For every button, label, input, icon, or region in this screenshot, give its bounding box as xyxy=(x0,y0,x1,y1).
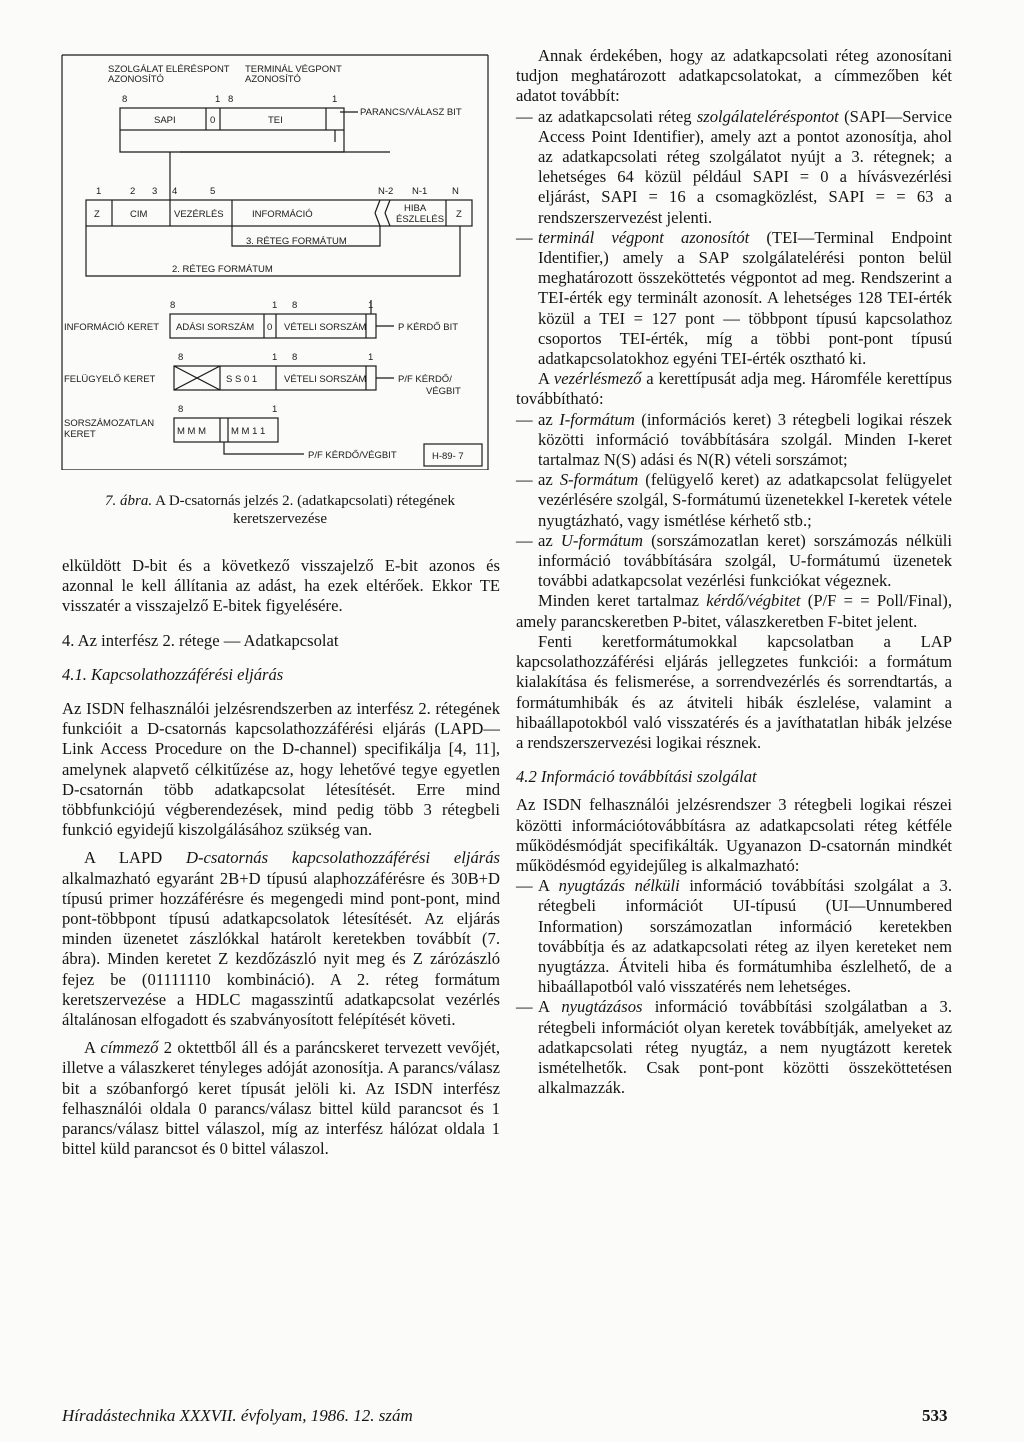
pos-3: 3 xyxy=(152,186,158,197)
p2i: vezérlésmező xyxy=(553,369,642,389)
pos-5: 5 xyxy=(210,186,216,197)
i-bit-8: 8 xyxy=(170,300,176,311)
i-bit-1: 1 xyxy=(272,300,278,311)
frame-structure-diagram xyxy=(60,50,490,470)
right-bullet-tei xyxy=(516,228,952,369)
section-heading-4-2-text: 4.2 Információ továbbítási szolgálat xyxy=(516,767,757,787)
s-bit-1: 1 xyxy=(272,352,278,363)
b5b: (sorszámozatlan keret) sorszámozás nélküli információ továbbítására szolgál, U-formátumú üzenetek további adatkapcsolat vezérlési funkciókat végeznek. xyxy=(538,530,952,591)
pos-1: 1 xyxy=(96,186,102,197)
right-bullet-unack xyxy=(516,876,952,997)
i-bit-8b: 8 xyxy=(292,300,298,311)
s-fields: S S 0 1 xyxy=(226,374,258,385)
b6i: nyugtázás nélküli xyxy=(558,876,680,896)
left-p3-i: D-csatornás kapcsolathozzáférési eljárás xyxy=(186,848,500,868)
layer3-label: 3. RÉTEG FORMÁTUM xyxy=(246,236,347,247)
p2b: a kerettípusát adja meg. Háromféle kerettípus továbbítható: xyxy=(516,369,952,409)
b1b: (SAPI—Service Access Point Identifier), amely azt a pontot azonosítja, ahol az adatkapcsolati réteg szolgálatot nyújt a 3. rétegnek; a lehetséges 64 közül például SAPI = 0 a hívásvezérlési eljárást, SAPI = 16 a csomagközlést, SAPI = = 63 a rendszerszervezést jelenti. xyxy=(538,106,952,227)
p2a: A xyxy=(538,369,554,389)
tei-field: TEI xyxy=(268,115,283,126)
b7a: A xyxy=(538,997,562,1017)
bit-1: 1 xyxy=(215,94,221,105)
fcs-label-2: ÉSZLELÉS xyxy=(396,214,445,225)
tei-id-label-2: AZONOSÍTÓ xyxy=(245,74,301,85)
i-frame-label: INFORMÁCIÓ KERET xyxy=(64,322,160,333)
b6b: információ továbbítási szolgálat a 3. rétegbeli információt UI-típusú (UI—Unnumbered Information) sorszámozatlan információ keretekben továbbítja és az adatkapcsolati réteg az ilyen kereteket nem nyugtázza. Átviteli hiba és formátumhiba észlelhető, de a hibaállapotból való visszatérés nem lehetséges. xyxy=(538,876,952,997)
b3a: az xyxy=(538,409,560,429)
addr-field: CIM xyxy=(130,209,148,220)
figure-ref: H-89- 7 xyxy=(432,451,464,462)
s-bit-1b: 1 xyxy=(368,352,374,363)
u-fields-b: M M 1 1 xyxy=(231,426,266,437)
fcs-label-1: HIBA xyxy=(404,203,427,214)
p-bit-label: P KÉRDŐ BIT xyxy=(398,322,459,333)
right-p1: Annak érdekében, hogy az adatkapcsolati réteg azonosítani tudjon meghatározott adatkapcsolatokat, a címmezőben két adatot továbbít: xyxy=(516,46,952,106)
u-bit-8: 8 xyxy=(178,404,184,415)
pf-label-1: P/F KÉRDŐ/ xyxy=(398,374,452,385)
s-bit-8: 8 xyxy=(178,352,184,363)
flag-z-end: Z xyxy=(456,209,462,220)
bit-8b: 8 xyxy=(228,94,234,105)
left-p4 xyxy=(62,1038,500,1159)
b2b: (TEI—Terminal Endpoint Identifier,) amely a SAP szolgálatelérési ponton belül meghatározott összeköttetés végpontot ad meg. Rendszerint a TEI-érték egy terminált azonosít. A lehetséges 128 TEI-érték közül a TEI = 127 pont — többpont típusú kapcsolathoz csoportos TEI-érték, míg a többi pont-pont típusú adatkapcsolatokhoz egyéni TEI-érték osztható ki. xyxy=(538,227,952,369)
left-p3-a: A LAPD xyxy=(84,848,186,868)
b4i: S-formátum xyxy=(559,470,639,490)
left-column xyxy=(62,556,500,1159)
ctrl-field: VEZÉRLÉS xyxy=(174,209,224,220)
b3i: I-formátum xyxy=(559,409,635,429)
right-p4: Fenti keretformátumokkal kapcsolatban a LAP kapcsolathozzáférési eljárás jellegzetes funkciói: a formátum kialakítása és felismerése, a sorrendvezérlés és sorrendtartás, a formátumhibák és az átviteli hibák észlelése, valamint a hibaállapotokból való visszatérés és a javíthatatlan hibák jelzése a rendszerszervezési logikai résznek. xyxy=(516,631,952,752)
b7b: információ továbbítási szolgálatban a 3. rétegbeli információt olyan keretek továbbítják, amelyeket az adatkapcsolati réteg nyugtáz, a nem nyugtázott keretek ismételhetők. Csak pont-pont közötti összeköttetésen alkalmazzák. xyxy=(538,997,953,1098)
u-frame-label-2: KERET xyxy=(64,429,96,440)
u-bit-1: 1 xyxy=(272,404,278,415)
s-frame-label: FELÜGYELŐ KERET xyxy=(64,374,156,385)
b4a: az xyxy=(538,470,560,490)
layer2-label: 2. RÉTEG FORMÁTUM xyxy=(172,264,273,275)
left-p4-i: címmező xyxy=(100,1038,159,1058)
sapi-field: SAPI xyxy=(154,115,176,126)
section-heading-4-2 xyxy=(516,767,952,787)
caption-text: A D-csatornás jelzés 2. (adatkapcsolati) rétegének keretszervezése xyxy=(155,493,455,527)
figure-caption xyxy=(60,492,500,528)
sapi-id-label-1: SZOLGÁLAT ELÉRÉSPONT xyxy=(108,64,230,75)
left-p2: Az ISDN felhasználói jelzésrendszerben az interfész 2. rétegének funkcióit a D-csatornás kapcsolathozzáférési eljárás (LAPD—Link Access Procedure on the D-channel) specifikálja [4, 11], amelynek alapvető célkitűzése az, hogy lehetővé tegye egyetlen D-csatornán több adatkapcsolat létesítését. Erre mind többfunkciójú végberendezések, mind pedig több 3 rétegbeli funkció egyidejű kiszolgálásához szükség van. xyxy=(62,699,500,840)
b3b: (információs keret) 3 rétegbeli logikai részek közötti információ továbbítására szolgál. Minden I-keret tartalmaz N(S) adási és N(R) vételi sorszámot; xyxy=(538,409,952,470)
b6a: A xyxy=(538,876,559,896)
right-bullet-s xyxy=(516,470,952,531)
b4b: (felügyelő keret) az adatkapcsolat felügyelet vezérlésére szolgál, S-formátumú üzenetekkel I-keretek vétele nyugtázható, vagy ismétlése kérhető stb.; xyxy=(538,470,952,530)
journal-name: Híradástechnika XXXVII. évfolyam, 1986. 12. szám xyxy=(62,1406,413,1425)
p3a: Minden keret tartalmaz xyxy=(538,591,707,611)
i-send-seq: ADÁSI SORSZÁM xyxy=(176,322,255,333)
left-p3 xyxy=(62,848,500,1030)
s-recv-seq: VÉTELI SORSZÁM xyxy=(284,374,367,385)
journal-footer xyxy=(62,1406,413,1426)
s-bit-8b: 8 xyxy=(292,352,298,363)
right-bullet-i xyxy=(516,410,952,471)
right-bullet-ack xyxy=(516,997,952,1098)
right-p2 xyxy=(516,369,952,409)
tei-id-label-1: TERMINÁL VÉGPONT xyxy=(245,64,342,75)
section-heading-4: 4. Az interfész 2. rétege — Adatkapcsolat xyxy=(62,630,339,650)
left-p1: elküldött D-bit és a következő visszajelző E-bit azonos és azonnal le kell állítania az adást, ha ezek eltérőek. Ekkor TE visszatér a visszajelző E-bitek figyelésére. xyxy=(62,556,500,616)
b7i: nyugtázásos xyxy=(561,997,643,1017)
i-recv-seq: VÉTELI SORSZÁM xyxy=(284,322,367,333)
right-p5: Az ISDN felhasználói jelzésrendszer 3 rétegbeli logikai részei közötti információtovábbításra az adatkapcsolati réteg kétféle működésmódját specifikálták. Ugyanazon D-csatornán mindkét működésmód egyidejűleg is alkalmazható: xyxy=(516,795,952,875)
caption-number: 7. ábra. xyxy=(105,493,153,509)
i-bit-1b: 1 xyxy=(368,300,374,311)
right-bullet-sapi xyxy=(516,107,952,228)
bit-1b: 1 xyxy=(332,94,338,105)
left-p4-b: 2 oktettből áll és a paráncskeret tervezett vevőjét, illetve a válaszkeret tényleges adóját azonosítja. A parancs/válasz bit a szóbanforgó keret típusát jelöli ki. Az ISDN interfész felhasználói oldala 0 parancs/válasz bittel küld parancsot és 1 parancs/válasz bittel válaszol, míg az interfész hálózat oldala 1 bittel küld parancsot és 0 bittel válaszol. xyxy=(62,1038,500,1159)
b5a: az xyxy=(538,530,561,550)
sapi-id-label-2: AZONOSÍTÓ xyxy=(108,74,164,85)
left-p4-a: A xyxy=(84,1038,101,1058)
figure-7 xyxy=(60,50,490,470)
pos-2: 2 xyxy=(130,186,136,197)
p3b: (P/F = = Poll/Final), amely parancskeretben P-bitet, válaszkeretben F-bitet jelent. xyxy=(516,591,952,631)
bit-8: 8 xyxy=(122,94,128,105)
b2i: terminál végpont azonosítót xyxy=(538,227,750,247)
b1i: szolgálateléréspontot xyxy=(696,106,839,126)
u-frame-label-1: SORSZÁMOZATLAN xyxy=(64,418,155,429)
cr-bit-label: PARANCS/VÁLASZ BIT xyxy=(360,107,462,118)
zero-field: 0 xyxy=(210,115,216,126)
p3i: kérdő/végbitet xyxy=(706,591,801,611)
pos-n1: N-1 xyxy=(412,186,428,197)
u-fields-a: M M M xyxy=(177,426,207,437)
left-p3-b: alkalmazható egyaránt 2B+D típusú alaphozzáférésre és 30B+D típusú primer hozzáférésre és megengedi mind pont-pont, mind pont-többpont típusú adatkapcsolatok létesítését. Az eljárás minden üzenetet zászlókkal határolt keretekben továbbít (7. ábra). Minden keretet Z kezdőzászló nyit meg és Z zárózászló fejez be (01111110 kombináció). A 2. réteg formátum keretszervezése a HDLC magasszintű adatkapcsolat vezérlés általánosan elfogadott és szabványosított felépítését követi. xyxy=(62,868,500,1030)
section-heading-4-1 xyxy=(62,665,500,685)
flag-z-start: Z xyxy=(94,209,100,220)
pos-4: 4 xyxy=(172,186,178,197)
right-column xyxy=(516,46,952,1098)
b1a: az adatkapcsolati réteg xyxy=(538,106,697,126)
pos-n: N xyxy=(452,186,459,197)
page-number: 533 xyxy=(922,1406,948,1425)
right-p3 xyxy=(516,591,952,631)
b5i: U-formátum xyxy=(560,530,643,550)
section-heading-4-1-text: 4.1. Kapcsolathozzáférési eljárás xyxy=(62,664,284,684)
pf-label-2: VÉGBIT xyxy=(426,386,461,397)
pf-bottom-label: P/F KÉRDŐ/VÉGBIT xyxy=(308,450,397,461)
i-zero: 0 xyxy=(267,322,273,333)
pos-n2: N-2 xyxy=(378,186,394,197)
right-bullet-u xyxy=(516,531,952,592)
info-field: INFORMÁCIÓ xyxy=(252,209,313,220)
